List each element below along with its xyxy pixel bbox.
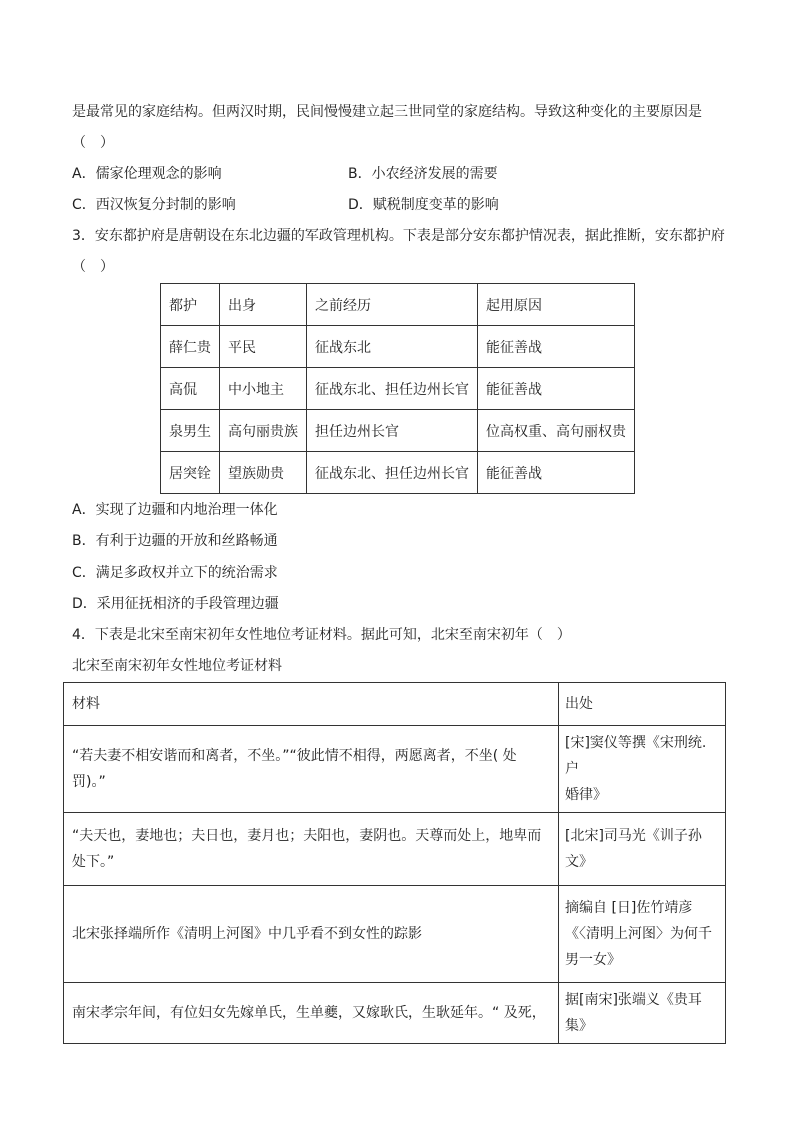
table-cell: 居突铨 [161,452,220,494]
q3-stem-line2: （ ） [72,259,114,275]
q3-table [160,283,635,494]
material-line: 北宋张择端所作《清明上河图》中几乎看不到女性的踪影 [72,926,422,942]
table-cell [64,886,559,983]
table-cell [559,813,726,886]
table-header-row [161,284,635,326]
table-cell: 能征善战 [478,452,635,494]
table-cell: 能征善战 [478,326,635,368]
table-cell [559,726,726,813]
table-row [64,886,726,983]
table-cell: 泉男生 [161,410,220,452]
q2-option-a: A．儒家伦理观念的影响 [72,166,222,182]
q4-stem: 4．下表是北宋至南宋初年女性地位考证材料。据此可知，北宋至南宋初年（ ） [72,627,571,643]
material-line: 南宋孝宗年间，有位妇女先嫁单氏，生单夔，又嫁耿氏，生耿延年。“ 及死， [72,1005,546,1021]
table-cell: 高句丽贵族 [220,410,307,452]
table-cell [64,983,559,1044]
q2-stem-line2: （ ） [72,135,114,151]
table-cell: 位高权重、高句丽权贵 [478,410,635,452]
table-row [64,983,726,1044]
table-header-cell: 材料 [64,683,559,726]
table-row [64,813,726,886]
q2-option-d: D．赋税制度变革的影响 [348,197,499,213]
table-header-cell: 起用原因 [478,284,635,326]
source-line: 摘编自 [日]佐竹靖彦 [565,900,693,916]
table-row [161,452,635,494]
table-header-cell: 都护 [161,284,220,326]
q3-option-d: D．采用征抚相济的手段管理边疆 [72,596,279,612]
q3-option-b: B．有利于边疆的开放和丝路畅通 [72,533,278,549]
material-line: “夫天也，妻地也；夫日也，妻月也；夫阳也，妻阴也。天尊而处上，地卑而 [72,828,542,844]
table-cell: 平民 [220,326,307,368]
table-cell: 征战东北、担任边州长官 [307,368,478,410]
table-row [161,368,635,410]
source-line: 婚律》 [565,787,607,803]
table-header-row [64,683,726,726]
q2-option-b: B．小农经济发展的需要 [348,166,498,182]
table-cell: 中小地主 [220,368,307,410]
source-line: [北宋]司马光《训子孙文》 [565,828,702,870]
table-header-cell: 出身 [220,284,307,326]
source-line: 男一女》 [565,952,621,968]
q4-table-caption: 北宋至南宋初年女性地位考证材料 [72,658,282,674]
q3-option-a: A．实现了边疆和内地治理一体化 [72,502,278,518]
table-header-cell: 之前经历 [307,284,478,326]
q3-stem-line1: 3．安东都护府是唐朝设在东北边疆的军政管理机构。下表是部分安东都护情况表，据此推断，安东都护府 [72,228,725,244]
table-cell: 征战东北、担任边州长官 [307,452,478,494]
material-line: 罚)。” [72,774,106,790]
source-line: 《〈清明上河图〉为何千 [565,926,712,942]
table-cell: 望族勋贵 [220,452,307,494]
table-cell: 薛仁贵 [161,326,220,368]
table-cell: 高侃 [161,368,220,410]
table-row [161,326,635,368]
table-cell: 担任边州长官 [307,410,478,452]
table-cell [64,813,559,886]
source-line: 据[南宋]张端义《贵耳集》 [565,992,702,1034]
table-header-cell: 出处 [559,683,726,726]
table-cell [64,726,559,813]
source-line: [宋]窦仪等撰《宋刑统.户 [565,735,707,777]
table-cell: 能征善战 [478,368,635,410]
table-row [161,410,635,452]
table-row [64,726,726,813]
table-cell: 征战东北 [307,326,478,368]
q2-option-c: C．西汉恢复分封制的影响 [72,197,236,213]
material-line: “若夫妻不相安谐而和离者，不坐。”“彼此情不相得，两愿离者，不坐( 处 [72,748,517,764]
q3-option-c: C．满足多政权并立下的统治需求 [72,565,278,581]
q4-table [63,682,726,1044]
material-line: 处下。” [72,854,115,870]
table-cell [559,886,726,983]
q2-stem-line1: 是最常见的家庭结构。但两汉时期，民间慢慢建立起三世同堂的家庭结构。导致这种变化的主要原因是 [72,104,702,120]
table-cell [559,983,726,1044]
